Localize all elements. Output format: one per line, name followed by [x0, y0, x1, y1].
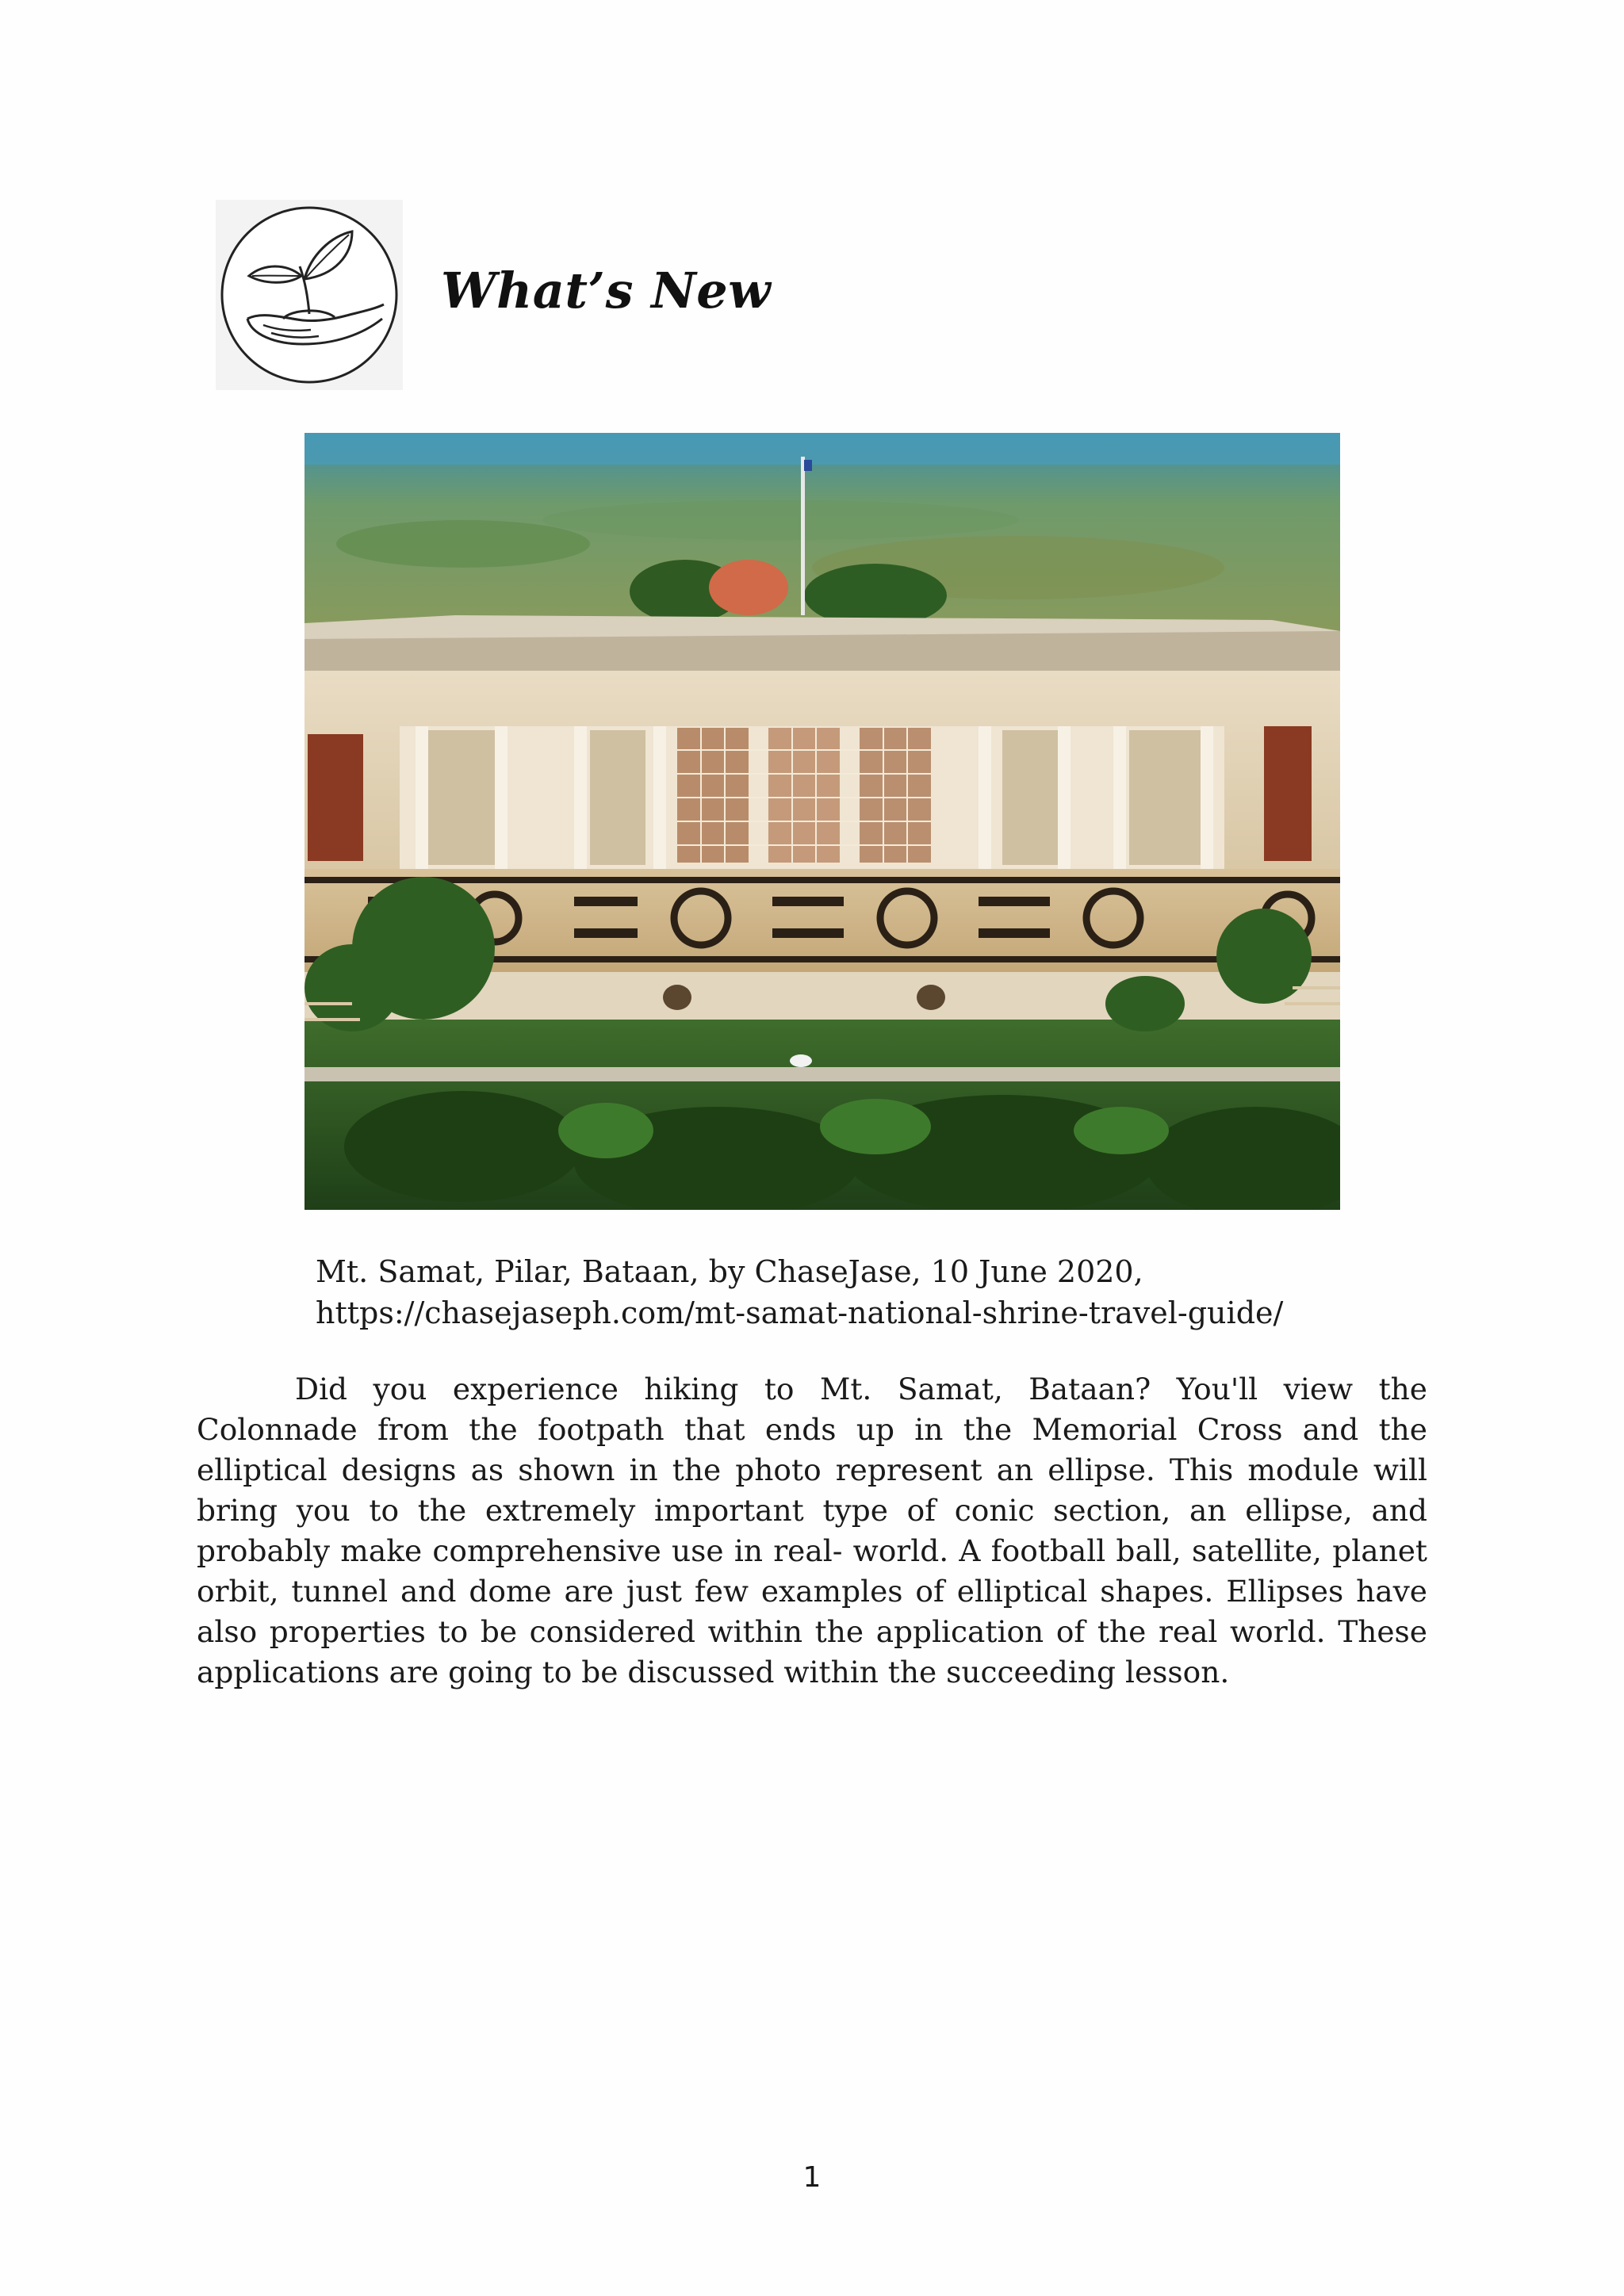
photo-caption — [316, 1251, 1505, 1334]
body-paragraph-text: Did you experience hiking to Mt. Samat, Bataan? You'll view the Colonnade from the footpath that ends up in the Memorial Cross and the elliptical designs as shown in the photo represent an ellipse. This module will bring you to the extremely important type of conic section, an ellipse, and probably make comprehensive use in real- world. A football ball, satellite, planet orbit, tunnel and dome are just few examples of elliptical shapes. Ellipses have also properties to be considered within the application of the real world. These applications are going to be discussed within the succeeding lesson. — [197, 1372, 1427, 1689]
page-number: 1 — [802, 2161, 822, 2194]
plant-in-hand-icon — [216, 200, 403, 390]
mt-samat-colonnade-photo — [304, 433, 1340, 1210]
body-paragraph — [197, 1369, 1427, 1693]
section-title: What’s New — [441, 262, 772, 320]
caption-credit: Mt. Samat, Pilar, Bataan, by ChaseJase, 10 June 2020, — [316, 1254, 1143, 1289]
caption-source-url: https://chasejaseph.com/mt-samat-national-shrine-travel-guide/ — [316, 1295, 1284, 1330]
